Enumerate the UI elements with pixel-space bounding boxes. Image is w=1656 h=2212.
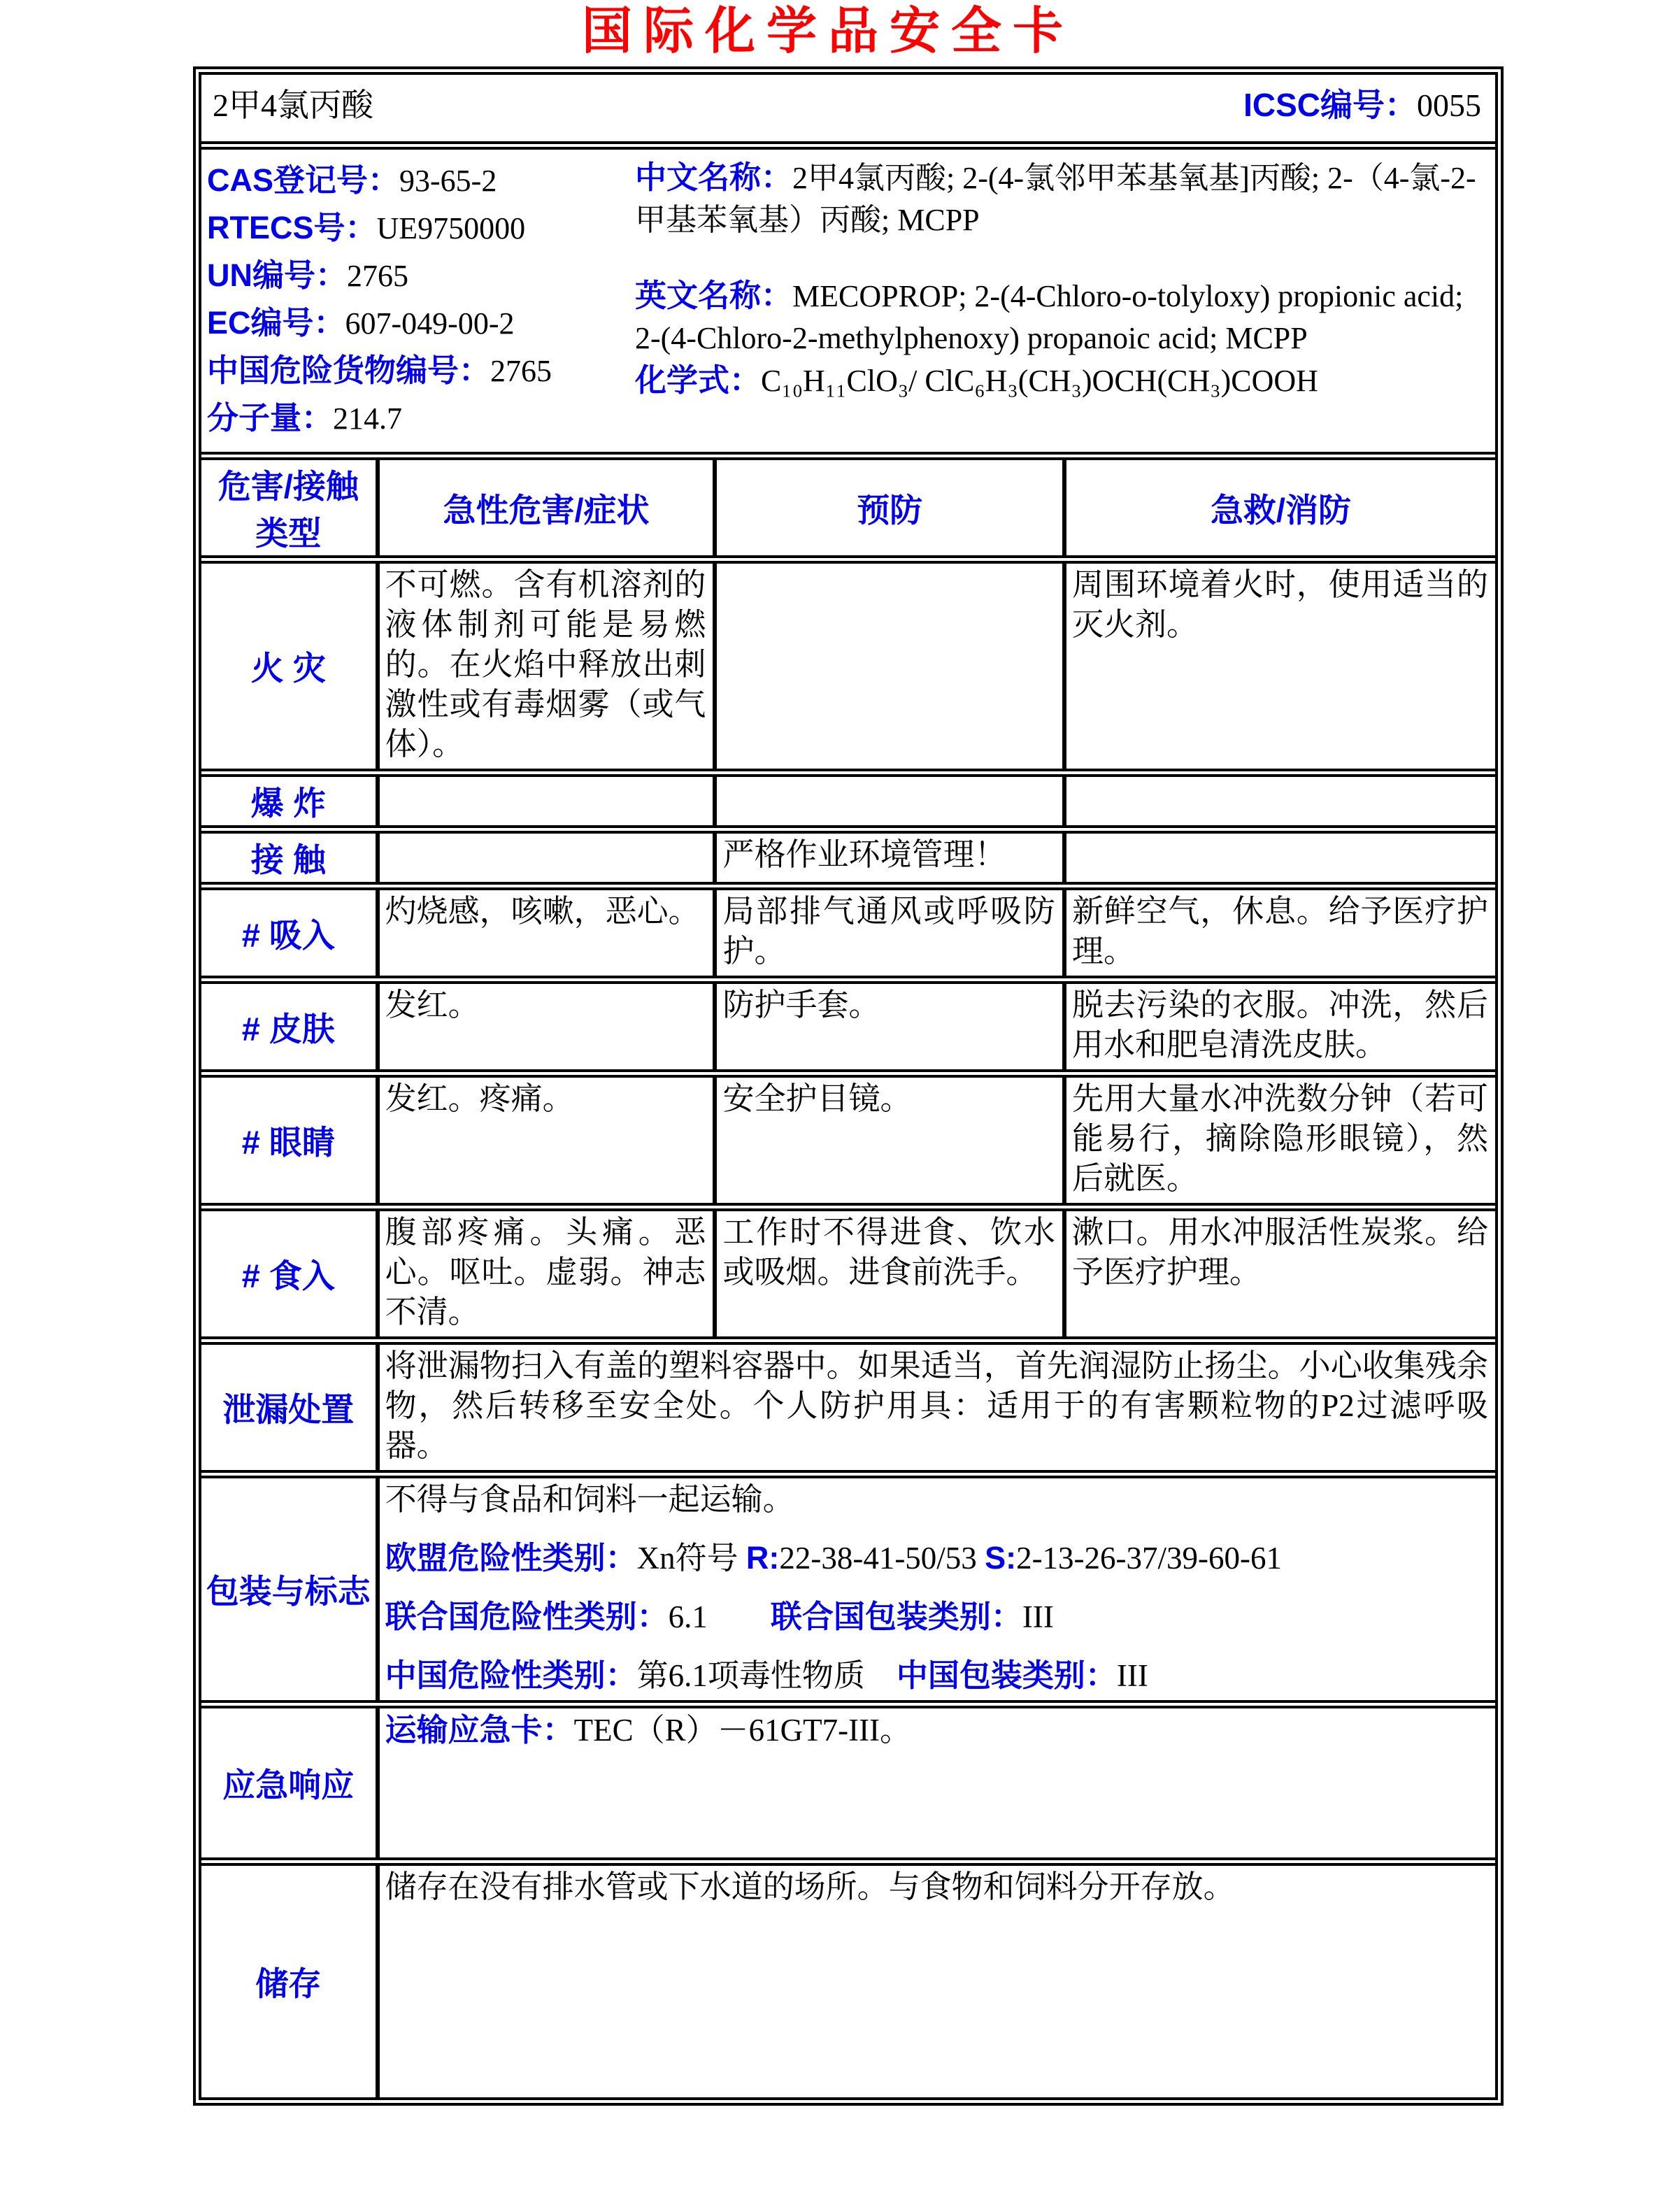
row-label-text: 火 灾 (250, 650, 326, 687)
prevention-cell: 防护手套。 (715, 980, 1064, 1073)
formula-value: C₁₀H₁₁ClO₃/ ClC₆H₃(CH₃)OCH(CH₃)COOH (761, 364, 1318, 399)
names-block (635, 157, 1485, 442)
un-class-line (385, 1597, 1488, 1637)
row-fire (201, 559, 1495, 773)
packaging-labeling-cell (378, 1474, 1495, 1704)
row-emergency-response (201, 1704, 1495, 1862)
row-skin (201, 980, 1495, 1073)
first-aid-cell: 新鲜空气，休息。给予医疗护理。 (1064, 886, 1495, 980)
identification-section (201, 150, 1495, 460)
un-pack-label: 联合国包装类别： (770, 1599, 1022, 1635)
tec-card-value: TEC（R）－61GT7-III。 (573, 1713, 912, 1748)
registry-value: 607-049-00-2 (345, 306, 515, 341)
registry-line-rtecs (207, 204, 635, 252)
registry-label: CAS登记号： (207, 162, 400, 199)
prevention-cell: 局部排气通风或呼吸防护。 (715, 886, 1064, 980)
spill-disposal-cell: 将泄漏物扫入有盖的塑料容器中。如果适当，首先润湿防止扬尘。小心收集残余物，然后转移至安全处。个人防护用具：适用于的有害颗粒物的P2过滤呼吸器。 (378, 1341, 1495, 1474)
row-ingestion (201, 1207, 1495, 1341)
registry-label: 中国危险货物编号： (207, 352, 491, 389)
registry-line-un (207, 252, 635, 299)
row-exposure (201, 829, 1495, 886)
eu-class-label: 欧盟危险性类别： (385, 1540, 637, 1576)
registry-line-ec (207, 299, 635, 347)
col-header-hazard-type (201, 460, 378, 559)
registry-list (207, 157, 635, 442)
row-label-cell (201, 1073, 378, 1207)
row-label-cell (201, 773, 378, 829)
symptoms-cell: 发红。疼痛。 (378, 1073, 715, 1207)
registry-value: 2765 (347, 259, 408, 294)
prevention-cell (715, 559, 1064, 773)
row-label-cell (201, 829, 378, 886)
row-label-text: # 眼睛 (241, 1124, 335, 1162)
registry-label: 分子量： (207, 400, 334, 436)
col-header-text: 急性危害/症状 (443, 491, 650, 529)
row-label-cell (201, 980, 378, 1073)
icsc-number-value: 0055 (1417, 87, 1481, 124)
prevention-cell: 工作时不得进食、饮水或吸烟。进食前洗手。 (715, 1207, 1064, 1341)
row-label-text: 应急响应 (222, 1767, 355, 1804)
un-class-value: 6.1 (668, 1599, 771, 1635)
r-phrases-value: 22-38-41-50/53 (779, 1541, 985, 1576)
col-header-text: 急救/消防 (1210, 491, 1351, 529)
cn-class-value: 第6.1项毒性物质 (636, 1658, 897, 1694)
symptoms-cell: 灼烧感，咳嗽，恶心。 (378, 886, 715, 980)
first-aid-cell: 脱去污染的衣服。冲洗，然后用水和肥皂清洗皮肤。 (1064, 980, 1495, 1073)
row-label-cell (201, 1341, 378, 1474)
symptoms-cell: 腹部疼痛。头痛。恶心。呕吐。虚弱。神志不清。 (378, 1207, 715, 1341)
registry-line-china-dg (207, 347, 635, 394)
s-phrases-value: 2-13-26-37/39-60-61 (1016, 1541, 1282, 1576)
page-title: 国际化学品安全卡 (581, 3, 1074, 59)
first-aid-cell: 先用大量水冲洗数分钟（若可能易行，摘除隐形眼镜），然后就医。 (1064, 1073, 1495, 1207)
row-label-cell (201, 1704, 378, 1862)
registry-value: 93-65-2 (399, 164, 497, 199)
english-name-line (635, 275, 1485, 359)
symptoms-cell (378, 773, 715, 829)
row-label-cell (201, 1207, 378, 1341)
registry-value: UE9750000 (376, 211, 526, 246)
col-header-symptoms (378, 460, 715, 559)
col-header-first-aid (1064, 460, 1495, 559)
emergency-response-cell (378, 1704, 1495, 1862)
chinese-name-value: 2甲4氯丙酸; 2-(4-氯邻甲苯基氧基]丙酸; 2-（4-氯-2-甲基苯氧基）丙酸; MCPP (635, 161, 1476, 238)
symptoms-cell: 发红。 (378, 980, 715, 1073)
prevention-cell: 安全护目镜。 (715, 1073, 1064, 1207)
icsc-card (193, 66, 1504, 2106)
registry-value: 2765 (490, 354, 552, 389)
english-name-value: MECOPROP; 2-(4-Chloro-o-tolyloxy) propionic acid; 2-(4-Chloro-2-methylphenoxy) propanoic acid; MCPP (635, 279, 1464, 356)
registry-line-molweight (207, 394, 635, 442)
symptoms-cell: 不可燃。含有机溶剂的液体制剂可能是易燃的。在火焰中释放出刺激性或有毒烟雾（或气体）。 (378, 559, 715, 773)
transport-restriction-line: 不得与食品和饲料一起运输。 (385, 1482, 794, 1518)
row-label-text: 储存 (255, 1965, 322, 2003)
chinese-name-label: 中文名称： (635, 159, 793, 196)
s-phrases-label: S: (985, 1540, 1017, 1576)
registry-line-cas (207, 157, 635, 204)
icsc-number-block (1243, 86, 1481, 124)
hazard-table (201, 460, 1495, 2097)
row-label-cell (201, 1474, 378, 1704)
row-label-text: 接 触 (250, 841, 326, 879)
registry-label: UN编号： (207, 257, 347, 294)
prevention-cell (715, 773, 1064, 829)
col-header-text: 预防 (857, 491, 923, 529)
row-label-cell (201, 1862, 378, 2097)
row-storage (201, 1862, 1495, 2097)
cn-pack-value: III (1116, 1658, 1148, 1694)
hazard-header-row (201, 460, 1495, 559)
icsc-number-label: ICSC编号： (1243, 87, 1417, 124)
symptoms-cell (378, 829, 715, 886)
r-phrases-label: R: (745, 1540, 780, 1576)
row-label-text: # 食入 (241, 1257, 335, 1295)
un-class-label: 联合国危险性类别： (385, 1599, 669, 1635)
chemical-name: 2甲4氯丙酸 (213, 87, 373, 124)
col-header-prevention (715, 460, 1064, 559)
formula-line (635, 359, 1485, 402)
row-label-text: 泄漏处置 (222, 1391, 355, 1429)
row-label-text: # 皮肤 (241, 1010, 335, 1048)
row-label-cell (201, 559, 378, 773)
chinese-name-line (635, 157, 1485, 241)
cn-class-line (385, 1655, 1488, 1696)
formula-label: 化学式： (635, 362, 762, 399)
first-aid-cell (1064, 773, 1495, 829)
eu-hazard-class-line (385, 1538, 1488, 1578)
row-label-text: 包装与标志 (206, 1573, 371, 1611)
cn-pack-label: 中国包装类别： (896, 1657, 1117, 1694)
un-pack-value: III (1022, 1599, 1054, 1635)
row-label-text: 爆 炸 (250, 785, 326, 822)
card-header (201, 75, 1495, 150)
first-aid-cell: 周围环境着火时，使用适当的灭火剂。 (1064, 559, 1495, 773)
first-aid-cell: 漱口。用水冲服活性炭浆。给予医疗护理。 (1064, 1207, 1495, 1341)
tec-card-line (385, 1710, 1488, 1750)
row-packaging-labeling (201, 1474, 1495, 1704)
row-spill-disposal (201, 1341, 1495, 1474)
registry-label: RTECS号： (207, 210, 377, 246)
row-inhalation (201, 886, 1495, 980)
registry-label: EC编号： (207, 305, 345, 341)
col-header-text: 危害/接触类型 (217, 468, 359, 552)
registry-value: 214.7 (333, 401, 403, 436)
storage-cell: 储存在没有排水管或下水道的场所。与食物和饲料分开存放。 (378, 1862, 1495, 2097)
cn-class-label: 中国危险性类别： (385, 1657, 637, 1694)
english-name-label: 英文名称： (635, 278, 793, 314)
prevention-cell: 严格作业环境管理！ (715, 829, 1064, 886)
tec-card-label: 运输应急卡： (385, 1712, 574, 1748)
eu-symbol: Xn符号 (636, 1541, 746, 1576)
row-explosion (201, 773, 1495, 829)
row-label-cell (201, 886, 378, 980)
first-aid-cell (1064, 829, 1495, 886)
row-eyes (201, 1073, 1495, 1207)
row-label-text: # 吸入 (241, 916, 335, 954)
